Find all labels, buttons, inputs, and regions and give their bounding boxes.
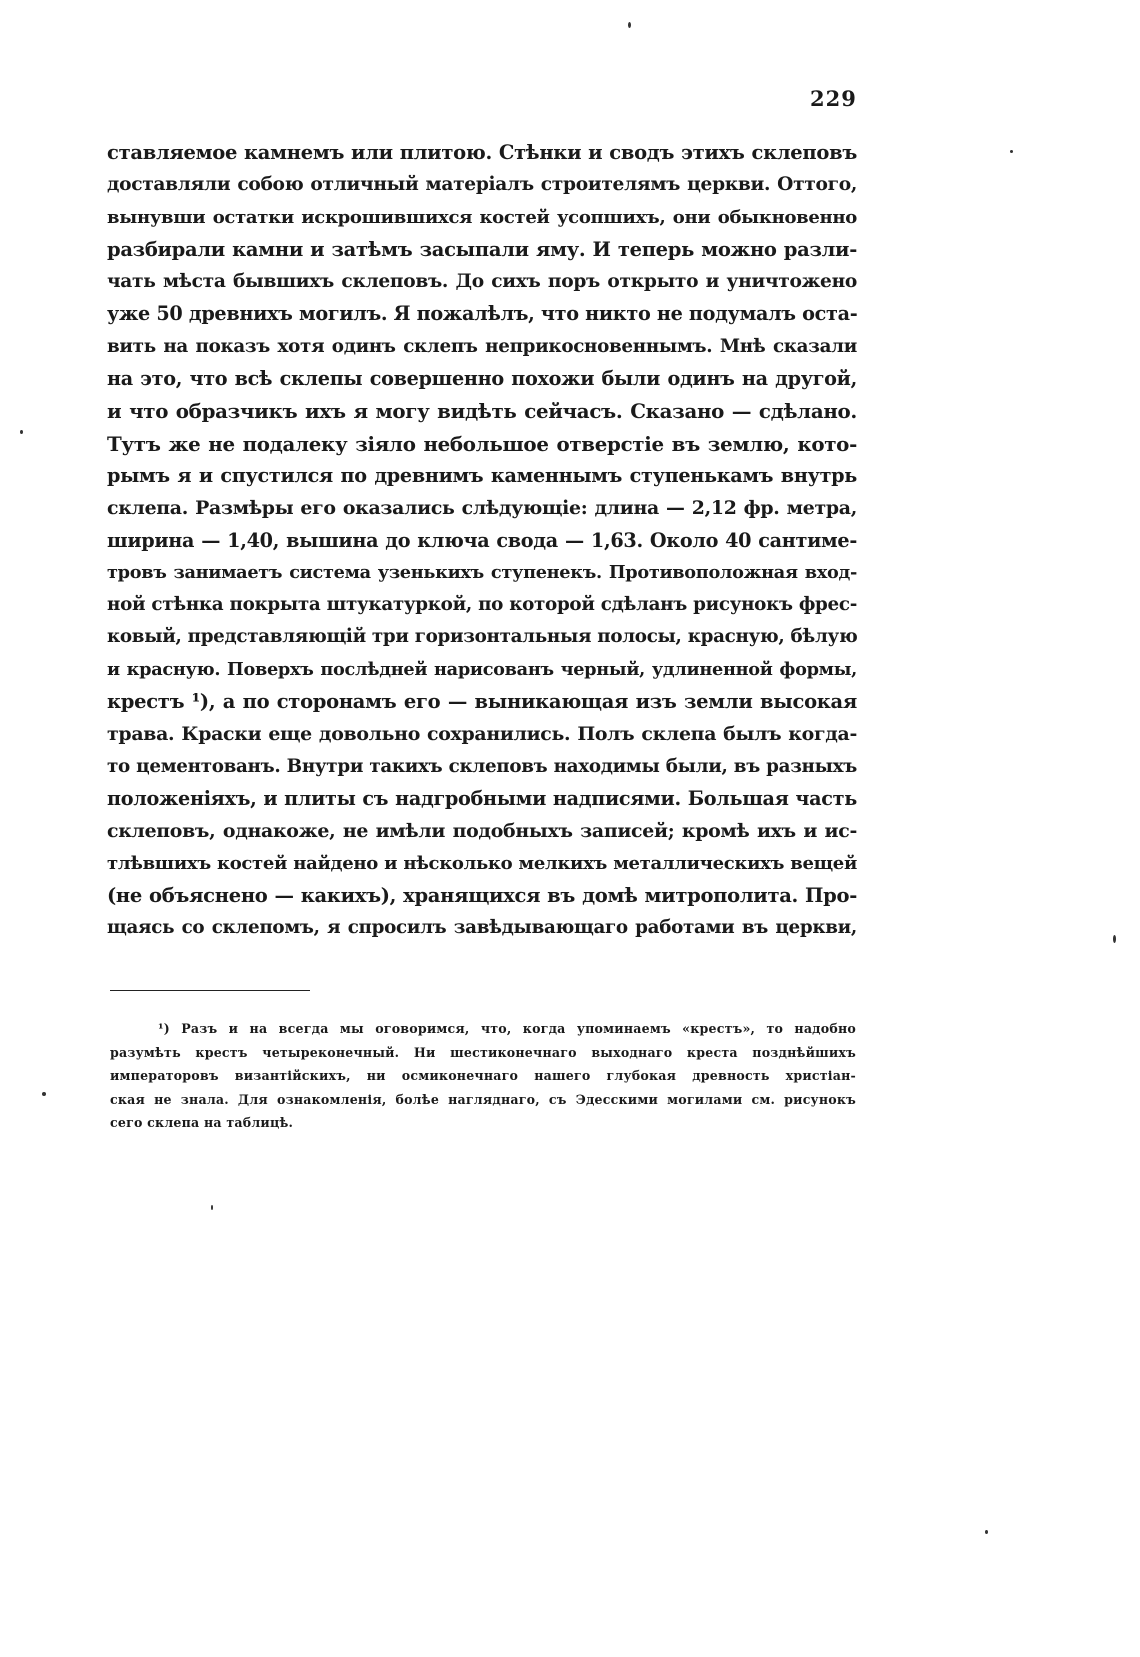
scan-speck [1113, 935, 1116, 943]
text-line: рымъ я и спустился по древнимъ каменнымъ ступенькамъ внутрь [107, 463, 857, 487]
text-line: положеніяхъ, и плиты съ надгробными надписями. Большая часть [107, 786, 857, 810]
text-line: ширина — 1,40, вышина до ключа свода — 1,63. Около 40 сантиме- [107, 528, 857, 552]
text-line: склепа. Размѣры его оказались слѣдующіе: длина — 2,12 фр. метра, [107, 497, 857, 520]
text-line: доставляли собою отличный матеріалъ строителямъ церкви. Оттого, [107, 174, 857, 196]
text-line: щаясь со склепомъ, я спросилъ завѣдывающаго работами въ церкви, [107, 917, 857, 939]
footnote-divider [110, 990, 310, 991]
text-line: уже 50 древнихъ могилъ. Я пожалѣлъ, что никто не подумалъ оста- [107, 302, 858, 326]
text-line: и что образчикъ ихъ я могу видѣть сейчасъ. Сказано — сдѣлано. [107, 399, 857, 424]
text-line: тровъ занимаетъ система узенькихъ ступенекъ. Противоположная вход- [107, 561, 857, 583]
footnote-line: ская не знала. Для ознакомленія, болѣе нагляднаго, съ Эдесскими могилами см. рисунокъ [110, 1091, 856, 1107]
scan-speck [985, 1530, 988, 1534]
footnote-line: разумѣть крестъ четыреконечный. Ни шестиконечнаго выходнаго креста позднѣйшихъ [110, 1044, 856, 1060]
text-line: ковый, представляющій три горизонтальныя полосы, красную, бѣлую [107, 626, 858, 648]
scan-speck [42, 1092, 46, 1096]
footnote [110, 1017, 856, 1135]
text-line: трава. Краски еще довольно сохранились. Полъ склепа былъ когда- [107, 723, 857, 746]
scan-speck [211, 1205, 213, 1210]
scan-speck [1010, 150, 1013, 153]
text-line: ставляемое камнемъ или плитою. Стѣнки и сводъ этихъ склеповъ [107, 141, 857, 164]
footnote-line: императоровъ византійскихъ, ни осмиконечнаго нашего глубокая древность христіан- [110, 1068, 856, 1083]
text-line: то цементованъ. Внутри такихъ склеповъ находимы были, въ разныхъ [107, 755, 857, 777]
scan-speck [628, 22, 631, 28]
page-number: 229 [810, 86, 857, 111]
text-line: склеповъ, однакоже, не имѣли подобныхъ записей; кромѣ ихъ и ис- [107, 820, 857, 843]
text-line: вить на показъ хотя одинъ склепъ неприкосновеннымъ. Мнѣ сказали [107, 335, 857, 357]
footnote-line: ¹) Разъ и на всегда мы оговоримся, что, когда упоминаемъ «крестъ», то надобно [158, 1021, 856, 1036]
scan-speck [20, 430, 23, 434]
text-line: разбирали камни и затѣмъ засыпали яму. И теперь можно разли- [107, 237, 857, 261]
text-line: вынувши остатки искрошившихся костей усопшихъ, они обыкновенно [107, 206, 857, 228]
text-line: (не объяснено — какихъ), хранящихся въ домѣ митрополита. Про- [107, 883, 857, 907]
footnote-line: сего склепа на таблицѣ. [110, 1115, 294, 1130]
text-line: и красную. Поверхъ послѣдней нарисованъ черный, удлиненной формы, [107, 658, 857, 680]
body-text [107, 137, 857, 944]
text-line: ной стѣнка покрыта штукатуркой, по которой сдѣланъ рисунокъ фрес- [107, 594, 857, 616]
text-line: тлѣвшихъ костей найдено и нѣсколько мелкихъ металлическихъ вещей [107, 852, 857, 874]
text-line: чать мѣста бывшихъ склеповъ. До сихъ поръ открыто и уничтожено [107, 271, 857, 293]
text-line: крестъ ¹), а по сторонамъ его — выникающая изъ земли высокая [107, 690, 857, 714]
text-line: Тутъ же не подалеку зіяло небольшое отверстіе въ землю, кото- [107, 431, 857, 456]
text-line: на это, что всѣ склепы совершенно похожи были одинъ на другой, [107, 367, 857, 391]
